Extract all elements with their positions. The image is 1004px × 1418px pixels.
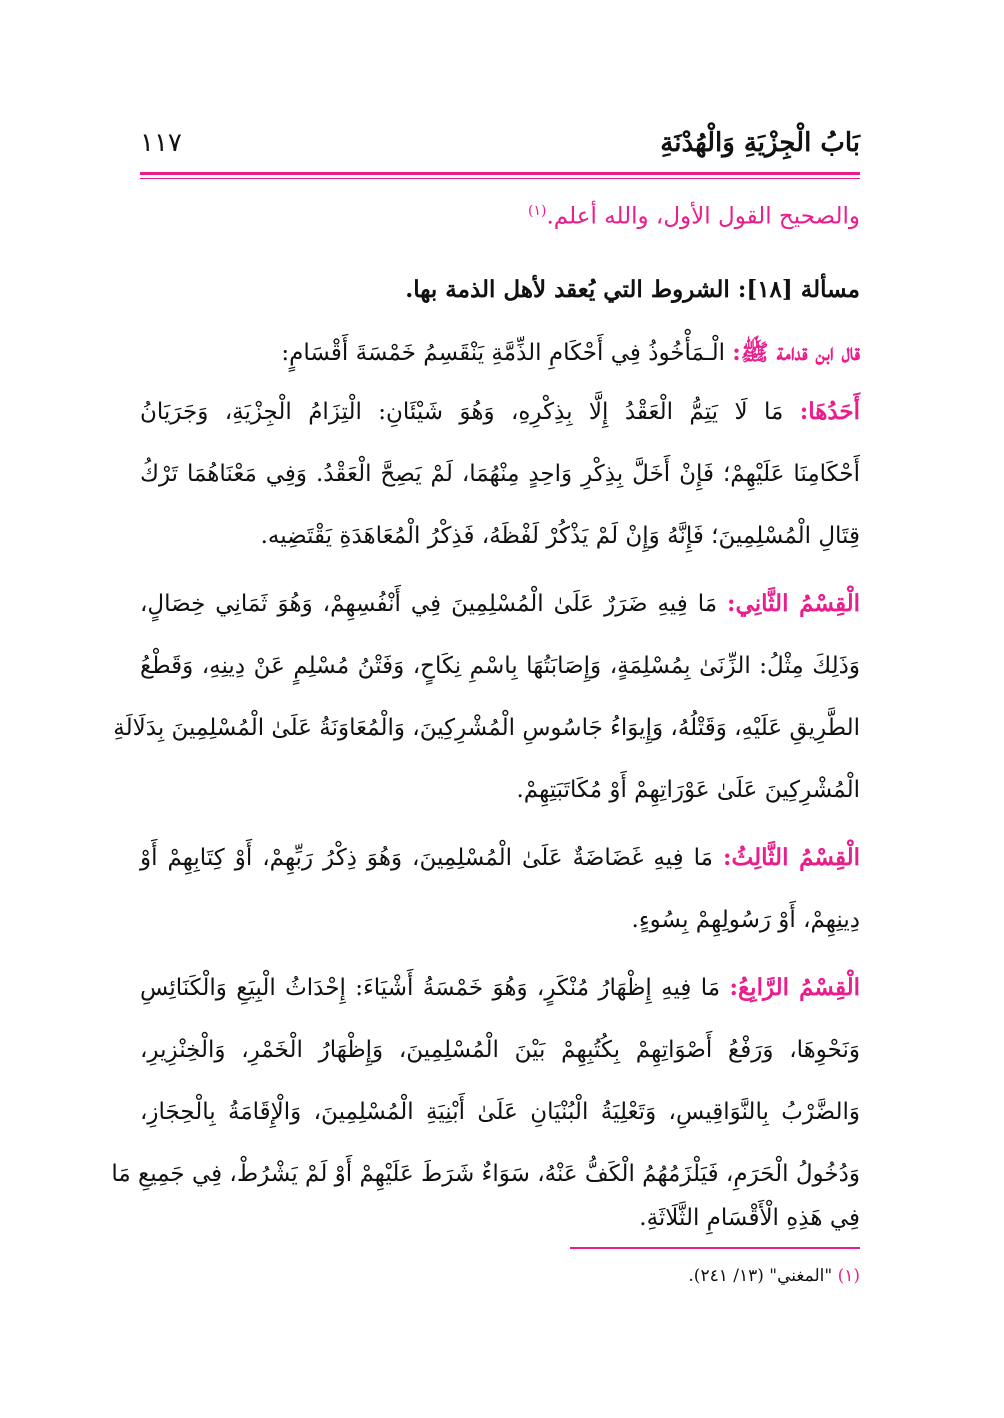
book-page	[111, 0, 861, 1418]
running-title: بَابُ الْجِزْيَةِ وَالْهُدْنَةِ	[660, 128, 860, 158]
masala-title: الشروط التي يُعقد لأهل الذمة بها.	[405, 276, 730, 303]
footnote-marker: (١)	[837, 1266, 860, 1286]
masala-label: مسألة [١٨]:	[737, 276, 860, 303]
header-rule	[140, 172, 860, 175]
section3-text-1: مَا فِيهِ غَضَاضَةٌ عَلَىٰ الْمُسْلِمِينَ، وَهُوَ ذِكْرُ رَبِّهِمْ، أَوْ كِتَابِهِمْ أَوْ	[140, 845, 714, 871]
quote-line	[140, 333, 860, 373]
header-rule-thin	[140, 178, 860, 179]
section4-label: الْقِسْمُ الرَّابِعُ:	[729, 974, 860, 1001]
footnote-text: "المغني" (١٣/ ٢٤١).	[688, 1266, 833, 1286]
section4-line-2: وَنَحْوِهَا، وَرَفْعُ أَصْوَاتِهِمْ بِكُتُبِهِمْ بَيْنَ الْمُسْلِمِينَ، وَإِظْهَارُ الْخَمْرِ، وَالْخِنْزِيرِ،	[140, 1037, 860, 1063]
page-header	[140, 128, 860, 168]
footnote-rule	[570, 1247, 860, 1249]
section4-line-1	[140, 968, 860, 1008]
section1-label: أَحَدُهَا:	[799, 398, 861, 425]
section4-line-5: فِي هَذِهِ الْأَقْسَامِ الثَّلَاثَةِ.	[639, 1205, 860, 1231]
section4-line-3: وَالضَّرْبُ بِالنَّوَاقِيسِ، وَتَعْلِيَةُ الْبُنْيَانِ عَلَىٰ أَبْنِيَةِ الْمُسْلِمِينَ، وَالْإِقَامَةُ بِالْحِجَازِ،	[140, 1099, 860, 1125]
section1-line-2: أَحْكَامِنَا عَلَيْهِمْ؛ فَإِنْ أَخَلَّ بِذِكْرِ وَاحِدٍ مِنْهُمَا، لَمْ يَصِحَّ الْعَقْدُ. وَفِي مَعْنَاهُمَا تَرْكُ	[140, 461, 860, 487]
section3-line-1	[140, 838, 860, 878]
section1-line-1	[140, 392, 860, 432]
quote-author: قال ابن قدامة ﷺ:	[732, 339, 860, 366]
intro-text: والصحيح القول الأول، والله أعلم.	[546, 203, 860, 230]
section2-text-1: مَا فِيهِ ضَرَرٌ عَلَىٰ الْمُسْلِمِينَ فِي أَنْفُسِهِمْ، وَهُوَ ثَمَانِي خِصَالٍ،	[140, 591, 718, 617]
page-number: ١١٧	[140, 128, 182, 158]
section2-line-1	[140, 584, 860, 624]
section1-text-1: مَا لَا يَتِمُّ الْعَقْدُ إِلَّا بِذِكْرِهِ، وَهُوَ شَيْئَانِ: الْتِزَامُ الْجِزْيَةِ، وَجَرَيَانُ	[140, 399, 784, 425]
section3-line-2: دِينِهِمْ، أَوْ رَسُولِهِمْ بِسُوءٍ.	[631, 907, 860, 933]
section2-line-3: الطَّرِيقِ عَلَيْهِ، وَقَتْلُهُ، وَإِيوَاءُ جَاسُوسِ الْمُشْرِكِينَ، وَالْمُعَاوَنَةُ عَلَىٰ الْمُسْلِمِينَ بِدَلَالَةِ	[113, 715, 860, 741]
section3-label: الْقِسْمُ الثَّالِثُ:	[723, 844, 861, 871]
quote-text: الْـمَأْخُوذُ فِي أَحْكَامِ الذِّمَّةِ يَنْقَسِمُ خَمْسَةَ أَقْسَامٍ:	[281, 340, 725, 366]
section1-line-3: قِتَالِ الْمُسْلِمِينَ؛ فَإِنَّهُ وَإِنْ لَمْ يَذْكُرْ لَفْظَهُ، فَذِكْرُ الْمُعَاهَدَةِ يَقْتَضِيه.	[260, 523, 860, 549]
footnote	[688, 1262, 860, 1290]
section4-line-4: وَدُخُولُ الْحَرَمِ، فَيَلْزَمُهُمُ الْكَفُّ عَنْهُ، سَوَاءٌ شَرَطَ عَلَيْهِمْ أَوْ لَمْ يَشْرُطْ، فِي جَمِيعِ مَا	[111, 1161, 860, 1187]
section4-text-1: مَا فِيهِ إِظْهَارُ مُنْكَرٍ، وَهُوَ خَمْسَةُ أَشْيَاءَ: إِحْدَاثُ الْبِيَعِ وَالْكَنَائِسِ	[140, 975, 721, 1001]
section2-label: الْقِسْمُ الثَّانِي:	[727, 590, 860, 617]
intro-line	[140, 191, 860, 237]
masala-heading	[140, 270, 860, 310]
footnote-ref[interactable]: (١)	[528, 203, 547, 219]
section2-line-4: الْمُشْرِكِينَ عَلَىٰ عَوْرَاتِهِمْ أَوْ مُكَاتَبَتِهِمْ.	[516, 777, 860, 803]
section2-line-2: وَذَلِكَ مِثْلُ: الزِّنَىٰ بِمُسْلِمَةٍ، وَإِصَابَتُهَا بِاسْمِ نِكَاحٍ، وَفَتْنُ مُسْلِمٍ عَنْ دِينِهِ، وَقَطْعُ	[140, 653, 860, 679]
